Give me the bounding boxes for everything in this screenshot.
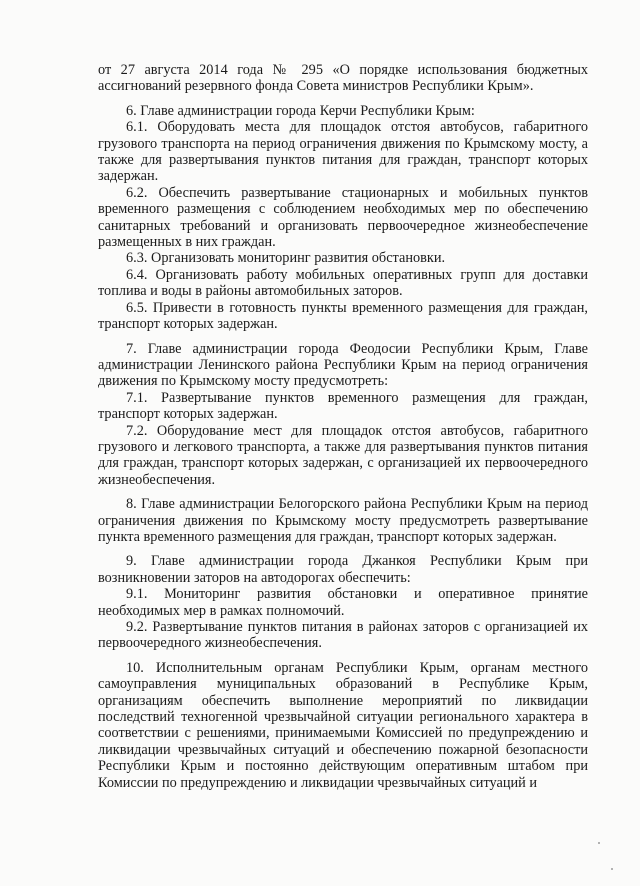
paragraph-item-9-2: 9.2. Развертывание пунктов питания в районах заторов с организацией их первоочередного жизнеобеспечения. — [98, 619, 588, 652]
paragraph-item-6-4: 6.4. Организовать работу мобильных оперативных групп для доставки топлива и воды в районы автомобильных заторов. — [98, 266, 588, 300]
paragraph-item-10: 10. Исполнительным органам Республики Крым, органам местного самоуправления муниципальных образований в Республике Крым, организациям обеспечить выполнение мероприятий по ликвидации последствий техногенной чрезвычайной ситуации регионального характера в соответствии с решениями, принимаемыми Комиссией по предупреждению и ликвидации чрезвычайных ситуаций и обеспечению пожарной безопасности Республики Крым и постоянно действующим оперативным штабом при Комиссии по предупреждению и ликвидации чрезвычайных ситуаций и — [98, 659, 588, 791]
paragraph-item-9-1: 9.1. Мониторинг развития обстановки и оперативное принятие необходимых мер в рамках полномочий. — [98, 586, 588, 619]
paragraph-item-7-1: 7.1. Развертывание пунктов временного размещения для граждан, транспорт которых задержан. — [98, 389, 588, 423]
paragraph-item-6: 6. Главе администрации города Керчи Республики Крым: — [126, 102, 475, 119]
paragraph-item-7: 7. Главе администрации города Феодосии Республики Крым, Главе администрации Ленинского района Республики Крым на период ограничения движения по Крымскому мосту предусмотреть: — [98, 340, 588, 390]
paragraph-item-8: 8. Главе администрации Белогорского района Республики Крым на период ограничения движения по Крымскому мосту предусмотреть развертывание пункта временного размещения для граждан, транспорт которых задержан. — [98, 496, 588, 545]
paragraph-item-6-5: 6.5. Привести в готовность пункты временного размещения для граждан, транспорт которых задержан. — [98, 299, 588, 333]
document-body — [98, 62, 588, 791]
paragraph-item-6-1: 6.1. Оборудовать места для площадок отстоя автобусов, габаритного грузового транспорта на период ограничения движения по Крымскому мосту, а также для развертывания пунктов питания для граждан, транспорт которых задержан. — [98, 119, 588, 185]
scan-speck — [598, 842, 600, 844]
paragraph-item-6-3: 6.3. Организовать мониторинг развития обстановки. — [126, 250, 446, 267]
scan-speck — [611, 868, 613, 870]
paragraph-continuation: от 27 августа 2014 года № 295 «О порядке использования бюджетных ассигнований резервного фонда Совета министров Республики Крым». — [98, 62, 588, 95]
paragraph-item-7-2: 7.2. Оборудование мест для площадок отстоя автобусов, габаритного грузового и легкового транспорта, а также для развертывания пунктов питания для граждан, транспорт которых задержан, с организацией их первоочередного жизнеобеспечения. — [98, 422, 588, 488]
paragraph-item-9: 9. Главе администрации города Джанкоя Республики Крым при возникновении заторов на автодорогах обеспечить: — [98, 553, 588, 586]
paragraph-item-6-2: 6.2. Обеспечить развертывание стационарных и мобильных пунктов временного размещения с соблюдением необходимых мер по обеспечению санитарных требований и организовать первоочередное жизнеобеспечение размещенных в них граждан. — [98, 184, 588, 251]
